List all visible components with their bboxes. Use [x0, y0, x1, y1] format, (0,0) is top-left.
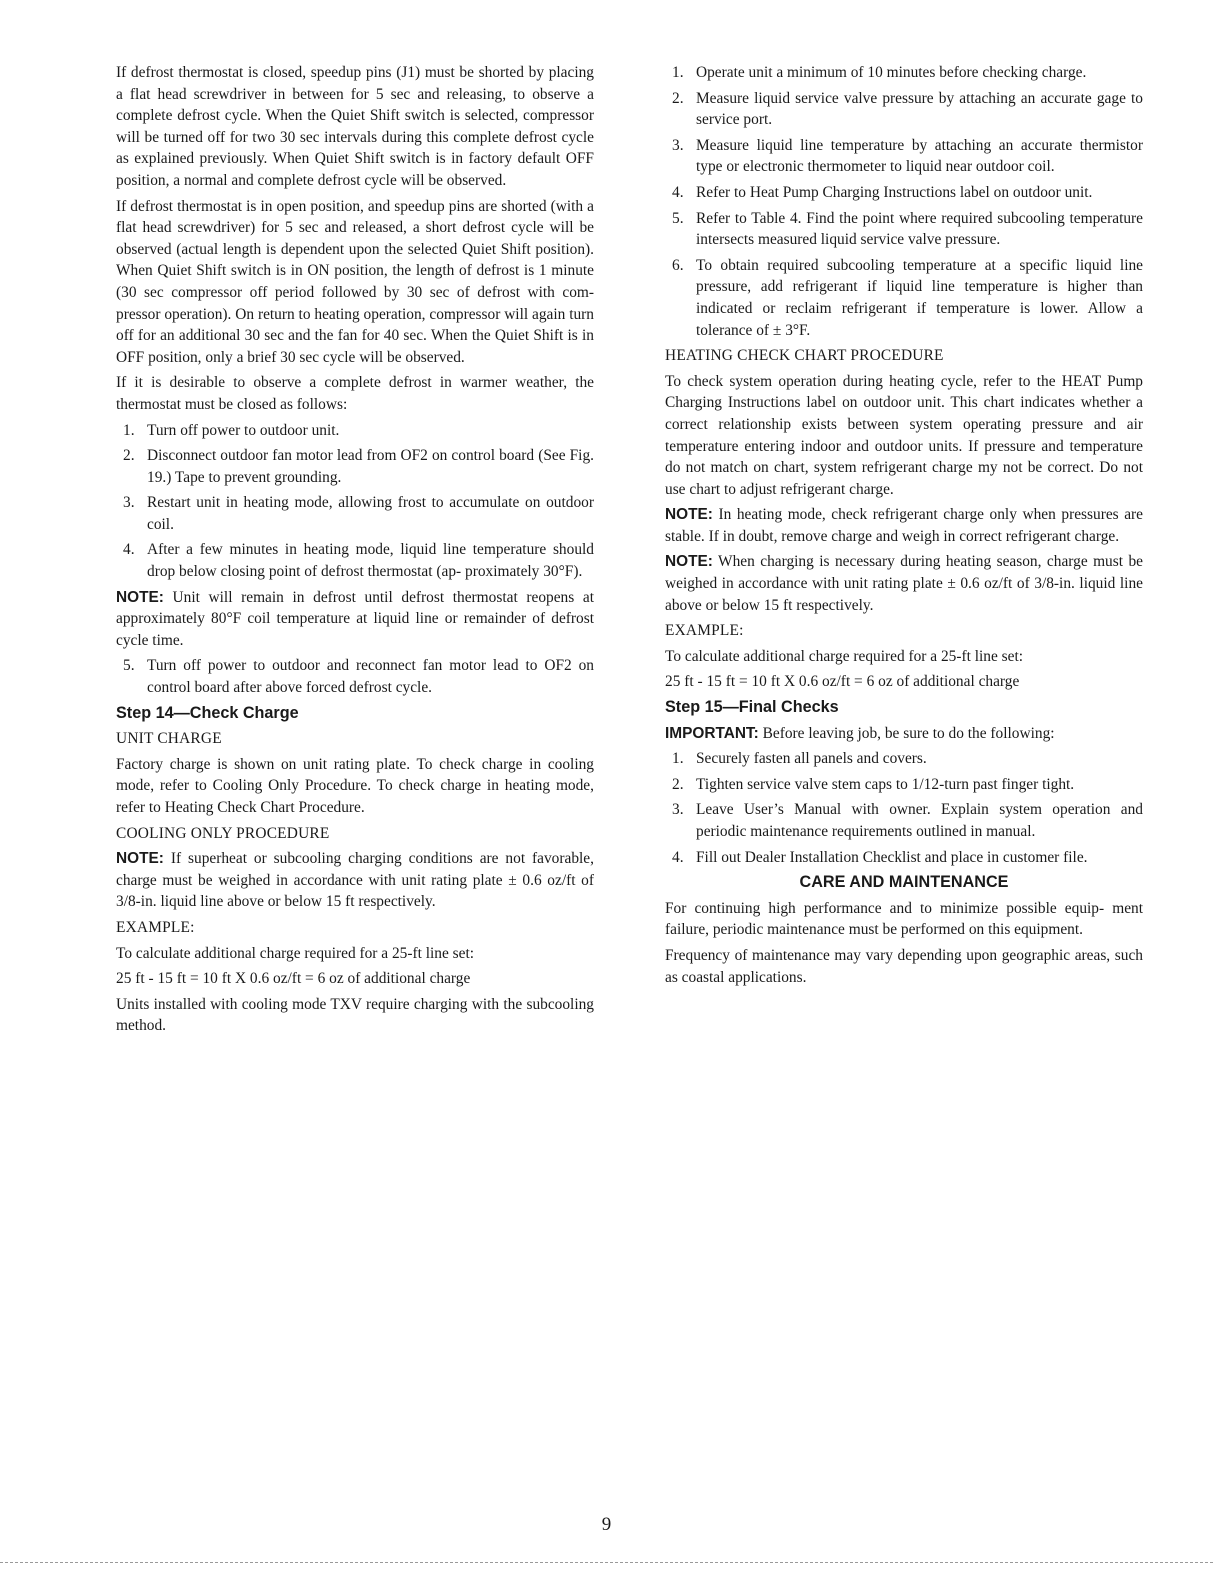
list-text: Measure liquid line temperature by attaching an accurate thermistor type or electronic thermometer to liquid near outdoor coil.	[696, 136, 1143, 176]
list-text: Securely fasten all panels and covers.	[696, 750, 927, 768]
list-item	[665, 135, 1143, 178]
list-item	[665, 208, 1143, 251]
list-text: Fill out Dealer Installation Checklist and place in customer file.	[696, 848, 1088, 866]
left-column	[116, 62, 594, 1041]
list-number: 2.	[123, 447, 135, 465]
list-number: 2.	[672, 775, 684, 793]
list-item	[665, 88, 1143, 131]
list-item	[116, 492, 594, 535]
list-text: Refer to Table 4. Find the point where required subcooling temperature intersects measured liquid service valve pressure.	[696, 209, 1143, 249]
list-item	[116, 420, 594, 442]
paragraph: Frequency of maintenance may vary depending upon geographic areas, such as coastal applications.	[665, 946, 1143, 986]
list-number: 3.	[672, 136, 684, 154]
list-number: 3.	[672, 801, 684, 819]
important-text: Before leaving job, be sure to do the following:	[758, 724, 1055, 742]
note-text: When charging is necessary during heating season, charge must be weighed in accordance with unit rating plate ± 0.6 oz/ft of 3/8-in. liquid line above or below 15 ft respectively.	[665, 553, 1143, 614]
list-item	[665, 182, 1143, 204]
list-number: 5.	[672, 209, 684, 227]
list-number: 6.	[672, 256, 684, 274]
page-number: 9	[601, 1514, 612, 1535]
paragraph: If it is desirable to observe a complete defrost in warmer weather, the thermostat must be closed as follows:	[116, 374, 594, 413]
list-text: Tighten service valve stem caps to 1/12-turn past finger tight.	[696, 775, 1075, 793]
cooling-only-subheading: COOLING ONLY PROCEDURE	[116, 824, 330, 842]
list-text: Turn off power to outdoor and reconnect fan motor lead to OF2 on control board after above forced defrost cycle.	[147, 657, 594, 697]
list-item	[665, 847, 1143, 869]
note-paragraph	[116, 848, 594, 913]
example-label: EXAMPLE:	[116, 918, 195, 936]
list-item	[116, 655, 594, 698]
important-label: IMPORTANT:	[665, 724, 759, 742]
example-label: EXAMPLE:	[665, 622, 744, 640]
note-text: In heating mode, check refrigerant charge only when pressures are stable. If in doubt, remove charge and weigh in correct refrigerant charge.	[665, 506, 1143, 545]
paragraph: If defrost thermostat is in open position, and speedup pins are shorted (with a flat head screwdriver) for 5 sec and released, a short defrost cycle will be observed (actual length is dependent upon the selected Quiet Shift position). When Quiet Shift switch is in ON position, the length of defrost is 1 minute (30 sec compressor off period followed by 30 sec of defrost with com- pressor operation). On return to heating operation, compressor will again turn off for an additional 30 sec and the fan for 40 sec. When the Quiet Shift is in OFF position, only a brief 30 sec cycle will be observed.	[116, 197, 594, 366]
heating-check-subheading: HEATING CHECK CHART PROCEDURE	[665, 347, 944, 365]
list-item	[116, 539, 594, 582]
list-number: 3.	[123, 494, 135, 512]
scan-edge-rule	[0, 1562, 1213, 1563]
right-column	[665, 62, 1143, 992]
list-number: 4.	[672, 183, 684, 201]
list-number: 2.	[672, 89, 684, 107]
note-label: NOTE:	[116, 588, 164, 606]
note-label: NOTE:	[665, 553, 713, 571]
list-number: 1.	[123, 421, 135, 439]
paragraph: To calculate additional charge required for a 25-ft line set:	[116, 944, 475, 962]
list-number: 1.	[672, 64, 684, 81]
paragraph: Units installed with cooling mode TXV require charging with the subcooling method.	[116, 995, 594, 1035]
important-paragraph	[665, 723, 1143, 745]
list-item	[116, 445, 594, 488]
note-label: NOTE:	[116, 850, 164, 868]
list-number: 1.	[672, 750, 684, 768]
paragraph: To calculate additional charge required for a 25-ft line set:	[665, 647, 1024, 665]
list-number: 4.	[123, 541, 135, 559]
list-text: Turn off power to outdoor unit.	[147, 421, 340, 439]
care-maintenance-heading: CARE AND MAINTENANCE	[799, 873, 1009, 892]
unit-charge-subheading: UNIT CHARGE	[116, 730, 222, 748]
list-number: 4.	[672, 848, 684, 866]
paragraph: 25 ft - 15 ft = 10 ft X 0.6 oz/ft = 6 oz of additional charge	[116, 970, 471, 988]
list-text: Measure liquid service valve pressure by attaching an accurate gage to service port.	[696, 89, 1143, 129]
paragraph: For continuing high performance and to minimize possible equip- ment failure, periodic maintenance must be performed on this equipment.	[665, 899, 1143, 939]
list-number: 5.	[123, 657, 135, 675]
list-text: After a few minutes in heating mode, liquid line temperature should drop below closing point of defrost thermostat (ap- proximately 30°F).	[147, 541, 594, 581]
list-item	[665, 62, 1143, 84]
list-text: Leave User’s Manual with owner. Explain system operation and periodic maintenance requirements outlined in manual.	[696, 801, 1143, 840]
list-text: To obtain required subcooling temperature at a specific liquid line pressure, add refrigerant if liquid line temperature is higher than indicated or reclaim refrigerant if temperature is lower. Allow a tolerance of ± 3°F.	[696, 256, 1143, 339]
note-text: If superheat or subcooling charging conditions are not favorable, charge must be weighed in accordance with unit rating plate ± 0.6 oz/ft of 3/8-in. liquid line above or below 15 ft respectively.	[116, 850, 594, 911]
note-text: Unit will remain in defrost until defrost thermostat reopens at approximately 80°F coil temperature at liquid line or remainder of defrost cycle time.	[116, 588, 594, 649]
step-15-heading: Step 15—Final Checks	[665, 698, 839, 717]
list-text: Operate unit a minimum of 10 minutes before checking charge.	[696, 64, 1087, 81]
list-text: Refer to Heat Pump Charging Instructions label on outdoor unit.	[696, 183, 1093, 201]
note-label: NOTE:	[665, 506, 713, 524]
step-14-heading: Step 14—Check Charge	[116, 703, 299, 722]
note-paragraph	[116, 587, 594, 652]
paragraph: 25 ft - 15 ft = 10 ft X 0.6 oz/ft = 6 oz of additional charge	[665, 673, 1020, 691]
list-item	[665, 799, 1143, 842]
note-paragraph	[665, 504, 1143, 547]
paragraph: If defrost thermostat is closed, speedup pins (J1) must be shorted by placing a flat head screwdriver in between for 5 sec and releasing, to observe a complete defrost cycle. When the Quiet Shift switch is selected, compressor will be turned off for two 30 sec intervals during this complete defrost cycle as explained previously. When Quiet Shift switch is in factory default OFF position, a normal and complete defrost cycle will be observed.	[116, 64, 594, 189]
list-item	[665, 748, 1143, 770]
paragraph: Factory charge is shown on unit rating plate. To check charge in cooling mode, refer to Cooling Only Procedure. To check charge in heating mode, refer to Heating Check Chart Procedure.	[116, 755, 594, 816]
paragraph: To check system operation during heating cycle, refer to the HEAT Pump Charging Instructions label on outdoor unit. This chart indicates whether a correct relationship exists between system operating pressure and air temperature entering indoor and outdoor units. If pressure and temperature do not match on chart, system refrigerant charge my not be correct. Do not use chart to adjust refrigerant charge.	[665, 372, 1143, 498]
list-item	[665, 774, 1143, 796]
list-text: Restart unit in heating mode, allowing frost to accumulate on outdoor coil.	[147, 494, 594, 533]
list-item	[665, 255, 1143, 341]
list-text: Disconnect outdoor fan motor lead from OF2 on control board (See Fig. 19.) Tape to prevent grounding.	[147, 447, 594, 486]
note-paragraph	[665, 551, 1143, 616]
